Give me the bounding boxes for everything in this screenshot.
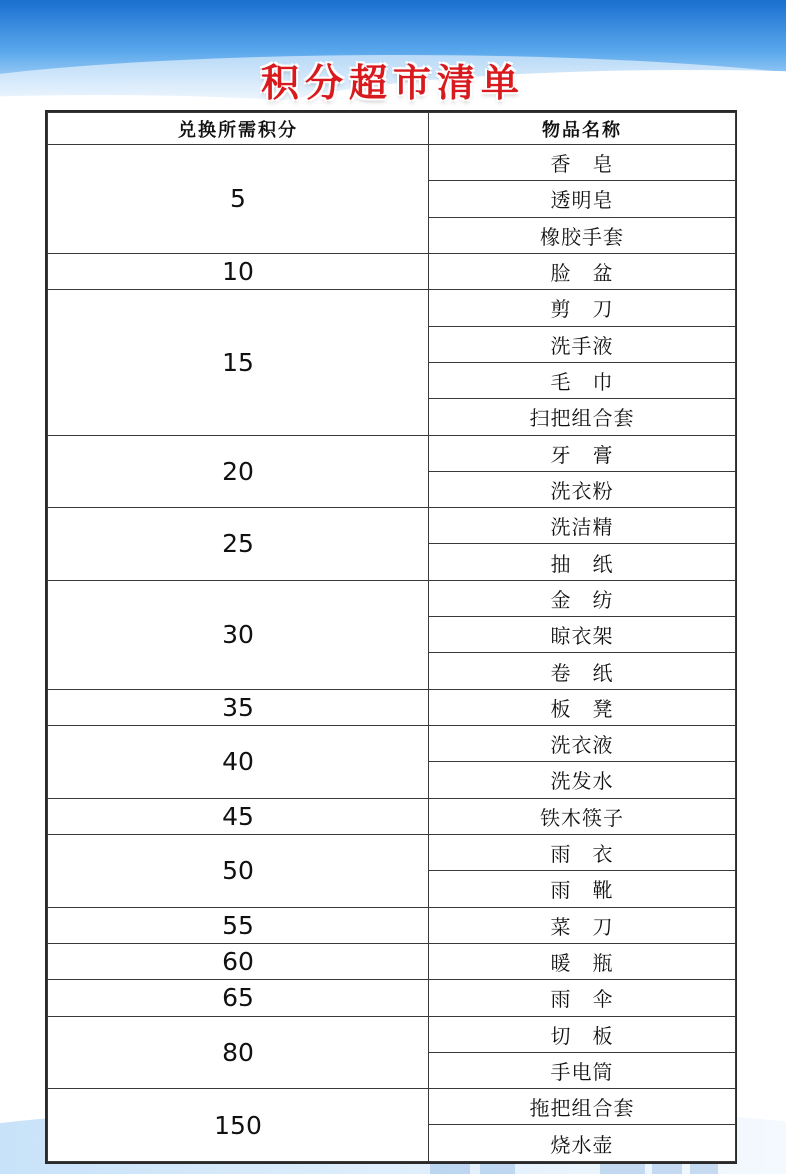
page-title: 积分超市清单 bbox=[260, 61, 525, 105]
table-row bbox=[48, 980, 736, 1016]
points-cell: 10 bbox=[48, 253, 429, 289]
item-name-cell: 毛 巾 bbox=[429, 362, 736, 398]
table-row bbox=[48, 798, 736, 834]
item-name-cell: 金 纺 bbox=[429, 580, 736, 616]
item-name-cell: 透明皂 bbox=[429, 181, 736, 217]
item-name-cell: 菜 刀 bbox=[429, 907, 736, 943]
item-name-cell: 板 凳 bbox=[429, 689, 736, 725]
item-name-cell: 雨 伞 bbox=[429, 980, 736, 1016]
item-name-cell: 洗衣液 bbox=[429, 726, 736, 762]
item-name-cell: 铁木筷子 bbox=[429, 798, 736, 834]
table-row bbox=[48, 253, 736, 289]
table-row bbox=[48, 580, 736, 616]
header-points: 兑换所需积分 bbox=[48, 113, 429, 145]
item-name-cell: 洗手液 bbox=[429, 326, 736, 362]
item-name-cell: 洗发水 bbox=[429, 762, 736, 798]
table-row bbox=[48, 943, 736, 979]
points-cell: 65 bbox=[48, 980, 429, 1016]
points-cell: 15 bbox=[48, 290, 429, 435]
points-cell: 80 bbox=[48, 1016, 429, 1089]
table-row bbox=[48, 290, 736, 326]
table-row bbox=[48, 1016, 736, 1052]
table-row bbox=[48, 1089, 736, 1125]
item-name-cell: 卷 纸 bbox=[429, 653, 736, 689]
table-body bbox=[48, 145, 736, 1162]
item-name-cell: 暖 瓶 bbox=[429, 943, 736, 979]
table-row bbox=[48, 726, 736, 762]
table-header-row bbox=[48, 113, 736, 145]
item-name-cell: 手电筒 bbox=[429, 1052, 736, 1088]
points-cell: 30 bbox=[48, 580, 429, 689]
item-name-cell: 烧水壶 bbox=[429, 1125, 736, 1162]
points-cell: 40 bbox=[48, 726, 429, 799]
points-list-table-container bbox=[45, 110, 737, 1164]
table-row bbox=[48, 689, 736, 725]
item-name-cell: 洗洁精 bbox=[429, 508, 736, 544]
points-cell: 45 bbox=[48, 798, 429, 834]
item-name-cell: 洗衣粉 bbox=[429, 471, 736, 507]
table-row bbox=[48, 834, 736, 870]
points-cell: 35 bbox=[48, 689, 429, 725]
item-name-cell: 扫把组合套 bbox=[429, 399, 736, 435]
table-row bbox=[48, 145, 736, 181]
item-name-cell: 橡胶手套 bbox=[429, 217, 736, 253]
table-row bbox=[48, 907, 736, 943]
item-name-cell: 雨 靴 bbox=[429, 871, 736, 907]
item-name-cell: 抽 纸 bbox=[429, 544, 736, 580]
item-name-cell: 雨 衣 bbox=[429, 834, 736, 870]
table-row bbox=[48, 435, 736, 471]
points-cell: 50 bbox=[48, 834, 429, 907]
points-cell: 55 bbox=[48, 907, 429, 943]
item-name-cell: 剪 刀 bbox=[429, 290, 736, 326]
points-list-table bbox=[47, 112, 736, 1162]
item-name-cell: 拖把组合套 bbox=[429, 1089, 736, 1125]
item-name-cell: 牙 膏 bbox=[429, 435, 736, 471]
item-name-cell: 香 皂 bbox=[429, 145, 736, 181]
item-name-cell: 晾衣架 bbox=[429, 617, 736, 653]
item-name-cell: 切 板 bbox=[429, 1016, 736, 1052]
points-cell: 20 bbox=[48, 435, 429, 508]
points-cell: 5 bbox=[48, 145, 429, 254]
points-cell: 150 bbox=[48, 1089, 429, 1162]
item-name-cell: 脸 盆 bbox=[429, 253, 736, 289]
table-row bbox=[48, 508, 736, 544]
points-cell: 25 bbox=[48, 508, 429, 581]
header-item-name: 物品名称 bbox=[429, 113, 736, 145]
points-cell: 60 bbox=[48, 943, 429, 979]
